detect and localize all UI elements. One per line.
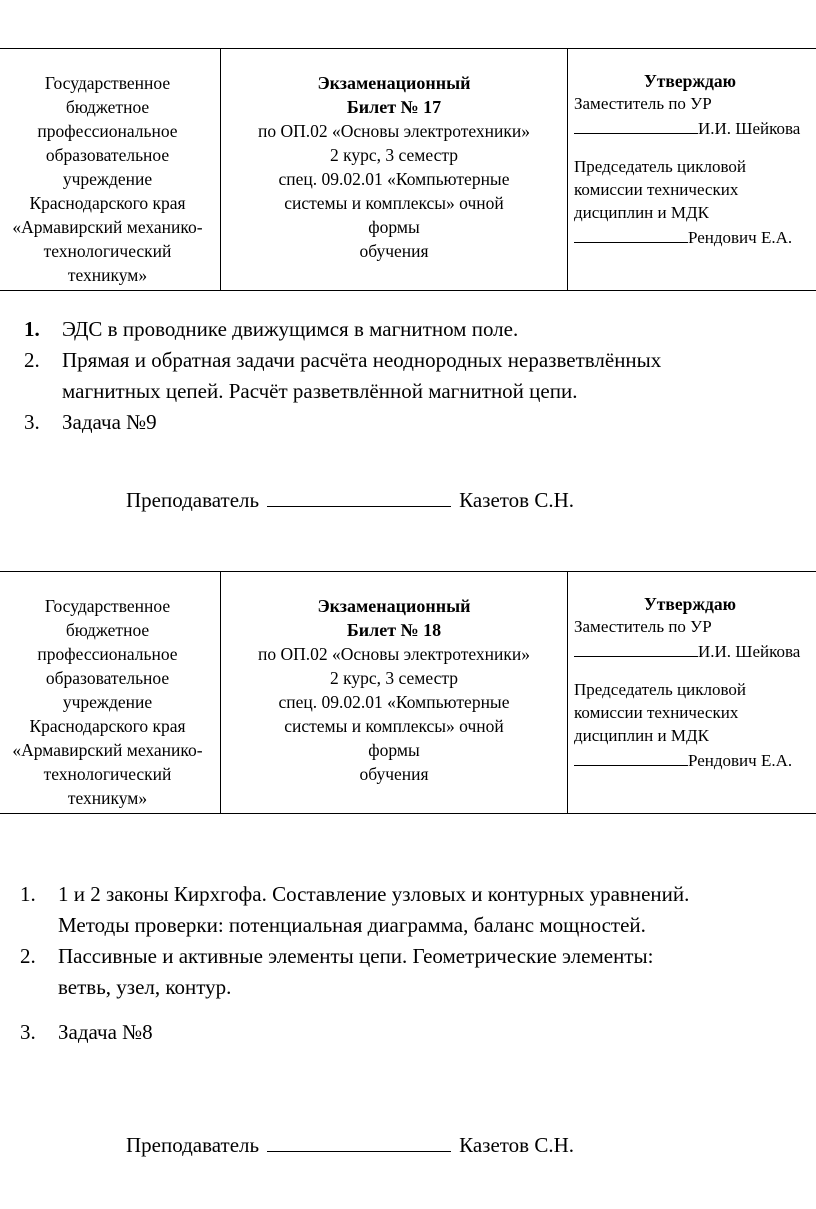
approval-cell <box>568 49 816 291</box>
institution-line: бюджетное <box>65 97 150 117</box>
course: 2 курс, 3 семестр <box>330 668 458 688</box>
teacher-signature <box>126 486 574 514</box>
institution-line: «Армавирский механико- <box>12 217 203 237</box>
deputy-name: И.И. Шейкова <box>698 119 801 138</box>
chair-name: Рендович Е.А. <box>688 228 793 247</box>
institution-line: технологический <box>43 241 172 261</box>
teacher-name: Казетов С.Н. <box>459 488 575 512</box>
signature-line <box>574 747 688 766</box>
institution-line: техникум» <box>67 788 148 808</box>
deputy-label: Заместитель по УР <box>574 94 712 113</box>
institution-line: «Армавирский механико- <box>12 740 203 760</box>
institution-line: образовательное <box>45 668 170 688</box>
specialty-line: обучения <box>359 241 429 261</box>
question-number: 3. <box>24 410 40 434</box>
question-text: Задача №9 <box>62 410 157 434</box>
chair-signature-row <box>574 747 816 770</box>
teacher-name: Казетов С.Н. <box>459 1133 575 1157</box>
ticket-number: Билет № 17 <box>346 97 442 117</box>
question-text: Пассивные и активные элементы цепи. Геометрические элементы: <box>58 944 654 968</box>
specialty-line: спец. 09.02.01 «Компьютерные <box>278 169 510 189</box>
exam-title: Экзаменационный <box>317 73 471 93</box>
institution-line: учреждение <box>62 169 153 189</box>
institution-line: Краснодарского края <box>29 716 186 736</box>
institution-line: учреждение <box>62 692 153 712</box>
institution-cell <box>0 49 221 291</box>
ticket-header-table <box>0 571 816 814</box>
teacher-label: Преподаватель <box>126 488 260 512</box>
specialty-line: спец. 09.02.01 «Компьютерные <box>278 692 510 712</box>
institution-cell <box>0 572 221 814</box>
teacher-signature <box>126 1131 574 1159</box>
chair-line: Председатель цикловой <box>574 680 746 699</box>
deputy-name: И.И. Шейкова <box>698 642 801 661</box>
subject: по ОП.02 «Основы электротехники» <box>257 644 531 664</box>
ticket-header-table <box>0 48 816 291</box>
question-item <box>20 941 810 1003</box>
signature-line <box>574 638 698 657</box>
question-number: 3. <box>20 1020 36 1044</box>
exam-info-cell <box>221 49 568 291</box>
question-number: 1. <box>20 882 36 906</box>
question-item <box>20 879 810 941</box>
institution-line: технологический <box>43 764 172 784</box>
institution-line: профессиональное <box>37 644 178 664</box>
deputy-signature-row <box>574 638 816 661</box>
question-number: 2. <box>24 348 40 372</box>
question-list <box>20 879 810 1048</box>
institution-line: техникум» <box>67 265 148 285</box>
question-text: Методы проверки: потенциальная диаграмма, баланс мощностей. <box>58 913 646 937</box>
question-text: ветвь, узел, контур. <box>58 975 232 999</box>
deputy-signature-row <box>574 115 816 138</box>
approve-title: Утверждаю <box>643 594 737 614</box>
specialty-line: системы и комплексы» очной <box>284 193 504 213</box>
chair-name: Рендович Е.А. <box>688 751 793 770</box>
question-text: 1 и 2 законы Кирхгофа. Составление узловых и контурных уравнений. <box>58 882 690 906</box>
signature-line <box>574 224 688 243</box>
institution-line: профессиональное <box>37 121 178 141</box>
institution-line: Государственное <box>44 73 171 93</box>
signature-line <box>267 486 451 507</box>
chair-line: дисциплин и МДК <box>574 726 709 745</box>
specialty-line: системы и комплексы» очной <box>284 716 504 736</box>
approve-title: Утверждаю <box>643 71 737 91</box>
question-item <box>24 345 814 407</box>
specialty-line: формы <box>368 740 420 760</box>
question-number: 1. <box>24 317 40 341</box>
ticket-number: Билет № 18 <box>346 620 442 640</box>
question-item <box>20 1017 810 1048</box>
question-number: 2. <box>20 944 36 968</box>
question-list <box>24 314 814 438</box>
teacher-label: Преподаватель <box>126 1133 260 1157</box>
question-item <box>24 407 814 438</box>
chair-line: комиссии технических <box>574 703 739 722</box>
chair-line: комиссии технических <box>574 180 739 199</box>
chair-signature-row <box>574 224 816 247</box>
approval-cell <box>568 572 816 814</box>
chair-line: дисциплин и МДК <box>574 203 709 222</box>
institution-line: Краснодарского края <box>29 193 186 213</box>
signature-line <box>267 1131 451 1152</box>
specialty-line: формы <box>368 217 420 237</box>
question-text: ЭДС в проводнике движущимся в магнитном поле. <box>62 317 519 341</box>
institution-line: образовательное <box>45 145 170 165</box>
question-text: Задача №8 <box>58 1020 153 1044</box>
deputy-label: Заместитель по УР <box>574 617 712 636</box>
course: 2 курс, 3 семестр <box>330 145 458 165</box>
chair-line: Председатель цикловой <box>574 157 746 176</box>
question-text: магнитных цепей. Расчёт разветвлённой магнитной цепи. <box>62 379 578 403</box>
signature-line <box>574 115 698 134</box>
specialty-line: обучения <box>359 764 429 784</box>
institution-line: Государственное <box>44 596 171 616</box>
exam-title: Экзаменационный <box>317 596 471 616</box>
institution-line: бюджетное <box>65 620 150 640</box>
question-text: Прямая и обратная задачи расчёта неоднородных неразветвлённых <box>62 348 662 372</box>
subject: по ОП.02 «Основы электротехники» <box>257 121 531 141</box>
exam-info-cell <box>221 572 568 814</box>
question-item <box>24 314 814 345</box>
